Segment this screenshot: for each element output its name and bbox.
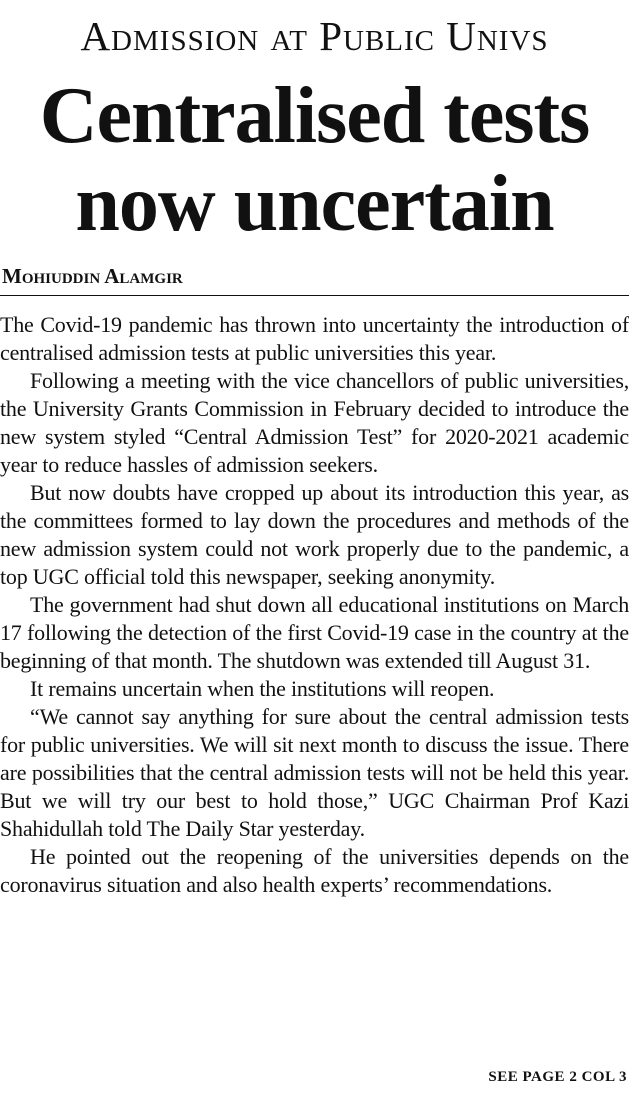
headline — [0, 72, 629, 248]
article-body — [0, 311, 629, 899]
paragraph: “We cannot say anything for sure about the central admission tests for public universities. We will sit next month to discuss the issue. There are possibilities that the central admission tests will not be held this year. But we will try our best to hold those,” UGC Chairman Prof Kazi Shahidullah told The Daily Star yesterday. — [0, 704, 629, 841]
paragraph: The Covid-19 pandemic has thrown into uncertainty the introduction of centralised admission tests at public universities this year. — [0, 312, 629, 365]
headline-line-1: Centralised tests — [39, 72, 590, 160]
continuation-note: SEE PAGE 2 COL 3 — [488, 1069, 627, 1085]
kicker: Admission at Public Univs — [80, 13, 549, 59]
paragraph: He pointed out the reopening of the universities depends on the coronavirus situation and also health experts’ recommendations. — [0, 844, 629, 897]
byline: Mohiuddin Alamgir — [2, 264, 183, 288]
paragraph: The government had shut down all educational institutions on March 17 following the detection of the first Covid-19 case in the country at the beginning of that month. The shutdown was extended till August 31. — [0, 592, 629, 673]
paragraph: It remains uncertain when the institutions will reopen. — [30, 676, 495, 701]
byline-divider — [0, 295, 629, 296]
headline-line-2: now uncertain — [75, 160, 554, 248]
paragraph: But now doubts have cropped up about its introduction this year, as the committees formed to lay down the procedures and methods of the new admission system could not work properly due to the pandemic, a top UGC official told this newspaper, seeking anonymity. — [0, 480, 629, 589]
paragraph: Following a meeting with the vice chancellors of public universities, the University Grants Commission in February decided to introduce the new system styled “Central Admission Test” for 2020-2021 academic year to reduce hassles of admission seekers. — [0, 368, 629, 477]
